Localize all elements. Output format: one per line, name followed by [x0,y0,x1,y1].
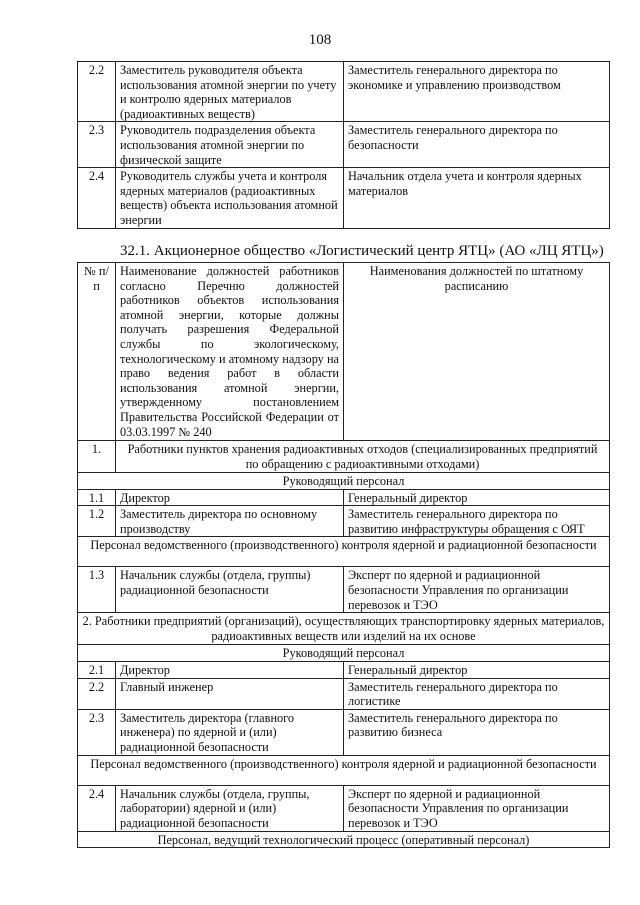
row-number: 2.2 [78,62,116,122]
staff-position: Начальник отдела учета и контроля ядерных материалов [344,168,610,228]
staff-position: Заместитель генерального директора по развитию бизнеса [344,709,610,755]
staff-position: Генеральный директор [344,489,610,506]
section-row [78,613,610,645]
position-name: Директор [116,661,344,678]
section-heading: Работники пунктов хранения радиоактивных отходов (специализированных предприятий по обращению с радиоактивными отходами) [116,441,610,473]
position-name: Руководитель подразделения объекта использования атомной энергии по физической защите [116,122,344,168]
table-row [78,168,610,228]
table-row [78,489,610,506]
group-row [78,537,610,567]
staff-position: Генеральный директор [344,661,610,678]
header-staff-position: Наименования должностей по штатному расписанию [344,263,610,441]
group-row [78,645,610,662]
staff-position: Заместитель генерального директора по развитию инфраструктуры обращения с ОЯТ [344,506,610,537]
staff-position: Заместитель генерального директора по экономике и управлению производством [344,62,610,122]
position-name: Заместитель директора (главного инженера) по ядерной и (или) радиационной безопасности [116,709,344,755]
header-number: № п/п [78,263,116,441]
position-name: Директор [116,489,344,506]
top-table [77,61,610,229]
row-number: 2.2 [78,678,116,709]
section-heading: 2. Работники предприятий (организаций), осуществляющих транспортировку ядерных материалов, радиоактивных веществ или изделий на их основе [78,613,610,645]
row-number: 2.1 [78,661,116,678]
group-heading: Руководящий персонал [78,473,610,490]
table-row [78,661,610,678]
position-name: Заместитель руководителя объекта использования атомной энергии по учету и контролю ядерных материалов (радиоактивных веществ) [116,62,344,122]
row-number: 2.4 [78,785,116,831]
row-number: 1.3 [78,567,116,613]
staff-position: Эксперт по ядерной и радиационной безопасности Управления по организации перевозок и ТЭО [344,567,610,613]
staff-position: Эксперт по ядерной и радиационной безопасности Управления по организации перевозок и ТЭО [344,785,610,831]
group-heading: Персонал, ведущий технологический процесс (оперативный персонал) [78,831,610,848]
position-name: Заместитель директора по основному производству [116,506,344,537]
position-name: Главный инженер [116,678,344,709]
group-heading: Персонал ведомственного (производственного) контроля ядерной и радиационной безопасности [78,755,610,785]
staff-position: Заместитель генерального директора по безопасности [344,122,610,168]
row-number: 2.4 [78,168,116,228]
row-number: 1.2 [78,506,116,537]
header-position-name: Наименование должностей работников согласно Перечню должностей работников объектов использования атомной энергии, которые должны получать разрешения Федеральной службы по экологическому, технологическому и атомному надзору на право ведения работ в области использования атомной энергии, утвержденному постановлением Правительства Российской Федерации от 03.03.1997 № 240 [116,263,344,441]
table-row [78,122,610,168]
table-header-row [78,263,610,441]
group-row [78,473,610,490]
section-number: 1. [78,441,116,473]
group-row [78,755,610,785]
group-heading: Руководящий персонал [78,645,610,662]
row-number: 2.3 [78,122,116,168]
staff-position: Заместитель генерального директора по логистике [344,678,610,709]
positions-table [77,262,610,848]
table-row [78,567,610,613]
group-row [78,831,610,848]
table-row [78,62,610,122]
page-number: 108 [308,32,332,48]
group-heading: Персонал ведомственного (производственного) контроля ядерной и радиационной безопасности [78,537,610,567]
section-row [78,441,610,473]
position-name: Руководитель службы учета и контроля ядерных материалов (радиоактивных веществ) объекта использования атомной энергии [116,168,344,228]
table-row [78,709,610,755]
row-number: 2.3 [78,709,116,755]
table-row [78,506,610,537]
row-number: 1.1 [78,489,116,506]
position-name: Начальник службы (отдела, группы, лаборатории) ядерной и (или) радиационной безопасности [116,785,344,831]
table-row [78,785,610,831]
table-row [78,678,610,709]
section-title: 32.1. Акционерное общество «Логистический центр ЯТЦ» (АО «ЛЦ ЯТЦ») [120,243,604,259]
position-name: Начальник службы (отдела, группы) радиационной безопасности [116,567,344,613]
